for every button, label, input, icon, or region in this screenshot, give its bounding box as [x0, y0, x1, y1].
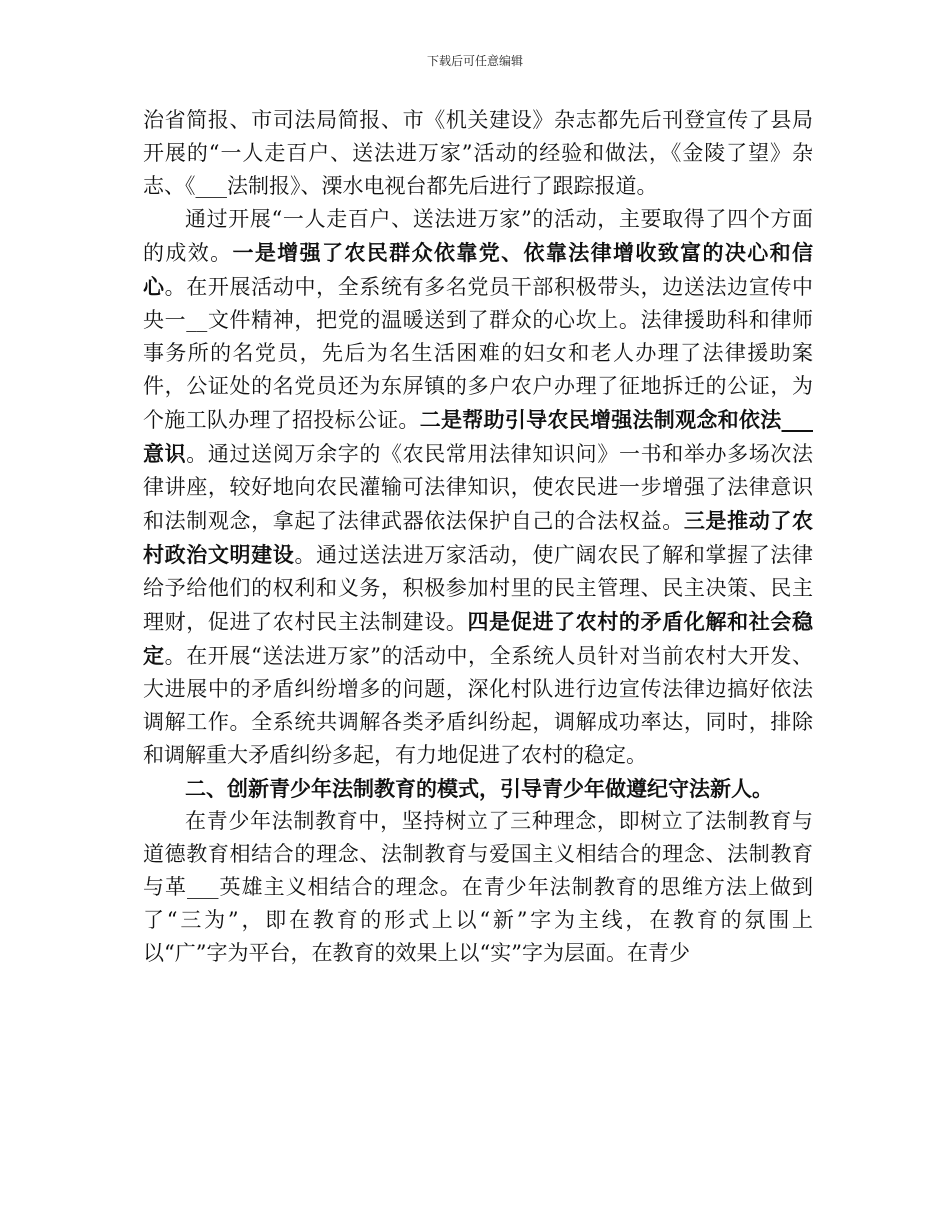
text-run: 。在开展活动中，全系统有多名党员干部积极带头，边送法边宣传中央一__文件精神，把党的温暖送到了群众的心坎上。法律援助科和律师事务所的名党员，先后为名生活困难的妇女和老人办理了法律援助案件，公证处的名党员还为东屏镇的多户农户办理了征地拆迁的公证，为个施工队办理了招投标公证。	[143, 275, 814, 432]
text-run: 。通过送阅万余字的《农民常用法律知识问》一书和举办多场次法律讲座，较好地向农民灌输可法律知识，使农民进一步增强了法律意识和法制观念，拿起了法律武器依法保护自己的合法权益。	[143, 442, 814, 533]
page-header: 下载后可任意编辑	[426, 54, 523, 68]
heading-text: 二、创新青少年法制教育的模式，引导青少年做遵纪守法新人。	[185, 776, 773, 801]
text-run: 通过开展“一人走百户、送法进万家”的活动，主要取得了四个方面的成效。	[143, 207, 813, 265]
bold-run: 一是增强了农民群众依靠党、依靠法律增收致富的决心和信心	[143, 240, 814, 299]
text-run: 。通过送法进万家活动，使广阔农民了解和掌握了法律给予给他们的权利和义务，积极参加村里的民主管理、民主决策、民主理财，促进了农村民主法制建设。	[143, 543, 814, 634]
paragraph-2	[143, 203, 813, 772]
paragraph-1	[143, 104, 813, 203]
bold-run: 四是促进了农村的矛盾化解和社会稳定	[143, 609, 813, 668]
text-run: 。在开展“送法进万家”的活动中，全系统人员针对当前农村大开发、大进展中的矛盾纠纷增多的问题，深化村队进行边宣传法律边搞好依法调解工作。全系统共调解各类矛盾纠纷起，调解成功率达，同时，排除和调解重大矛盾纠纷多起，有力地促进了农村的稳定。	[143, 644, 813, 767]
text-run: 治省简报、市司法局简报、市《机关建设》杂志都先后刊登宣传了县局开展的“一人走百户、送法进万家”活动的经验和做法，《金陵了望》杂志、《___法制报》、溧水电视台都先后进行了跟踪报道。	[143, 108, 813, 198]
bold-run: 三是推动了农村政治文明建设	[143, 508, 814, 567]
text-run: 在青少年法制教育中，坚持树立了三种理念，即树立了法制教育与道德教育相结合的理念、法制教育与爱国主义相结合的理念、法制教育与革___英雄主义相结合的理念。在青少年法制教育的思维方法上做到了“三为”，即在教育的形式上以“新”字为主线，在教育的氛围上以“广”字为平台，在教育的效果上以“实”字为层面。在青少	[143, 809, 813, 965]
paragraph-3	[143, 805, 813, 970]
bold-run: 二是帮助引导农民增强法制观念和依法___意识	[143, 407, 814, 466]
section-heading	[143, 772, 813, 805]
document-body	[143, 104, 813, 970]
